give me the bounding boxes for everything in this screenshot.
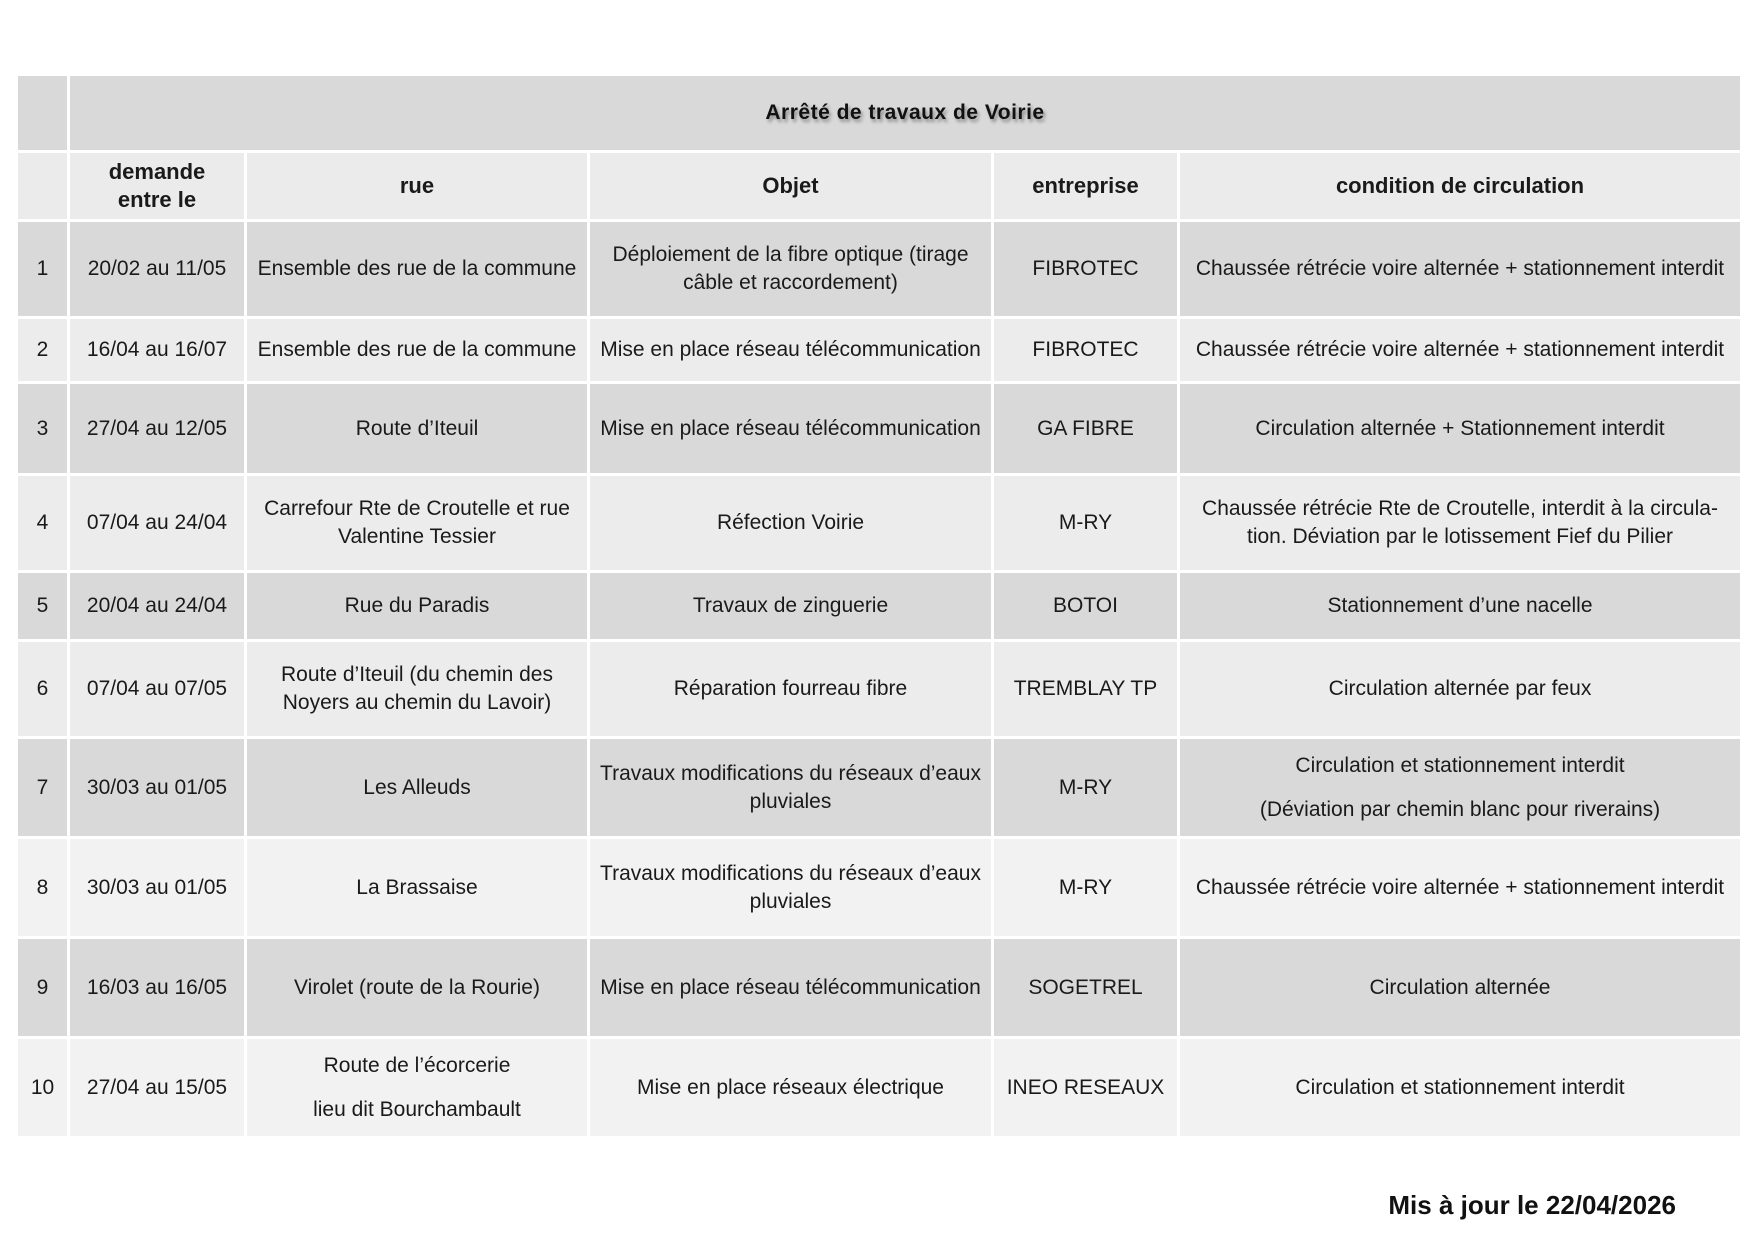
cell-objet-line: pluviales <box>749 789 832 813</box>
cell-entreprise: BOTOI <box>994 573 1177 639</box>
cell-rue <box>247 222 587 316</box>
table-row <box>18 1039 1740 1136</box>
table-row <box>18 839 1740 936</box>
cell-entreprise: FIBROTEC <box>994 222 1177 316</box>
cell-condition-line: tion. Déviation par le lotissement Fief du Pilier <box>1246 525 1674 548</box>
header-date <box>70 153 244 219</box>
cell-objet-line: Travaux modifications du réseaux d’eaux <box>600 761 981 785</box>
cell-date: 30/03 au 01/05 <box>70 839 244 936</box>
cell-rue <box>247 319 587 381</box>
cell-objet-line: Déploiement de la fibre optique (tirage <box>612 243 969 266</box>
cell-condition <box>1180 222 1740 316</box>
cell-entreprise: GA FIBRE <box>994 384 1177 473</box>
cell-objet <box>590 384 991 473</box>
title-corner-cell <box>18 76 67 150</box>
cell-condition <box>1180 839 1740 936</box>
cell-rue-line: Route d’Iteuil <box>355 416 479 440</box>
cell-num: 8 <box>18 839 67 936</box>
cell-date: 16/03 au 16/05 <box>70 939 244 1036</box>
cell-entreprise: FIBROTEC <box>994 319 1177 381</box>
cell-condition <box>1180 642 1740 736</box>
table-row <box>18 739 1740 836</box>
cell-rue-line: Les Alleuds <box>363 775 471 799</box>
cell-num: 7 <box>18 739 67 836</box>
cell-condition-line: (Déviation par chemin blanc pour riverains) <box>1259 797 1661 821</box>
cell-num: 5 <box>18 573 67 639</box>
cell-rue-line: lieu dit Bourchambault <box>313 1097 521 1121</box>
cell-objet <box>590 839 991 936</box>
cell-objet <box>590 1039 991 1136</box>
page-title: Arrêté de travaux de Voirie <box>70 76 1740 150</box>
cell-condition-line: Stationnement d’une nacelle <box>1327 594 1593 617</box>
header-date-line: demande <box>108 159 206 184</box>
cell-objet <box>590 739 991 836</box>
cell-num: 3 <box>18 384 67 473</box>
cell-num: 4 <box>18 476 67 570</box>
cell-rue-line: Noyers au chemin du Lavoir) <box>282 691 552 714</box>
header-rue: rue <box>247 153 587 219</box>
cell-date: 20/02 au 11/05 <box>70 222 244 316</box>
cell-objet <box>590 642 991 736</box>
cell-rue <box>247 384 587 473</box>
cell-rue-line: Ensemble des rue de la commune <box>257 338 577 361</box>
cell-objet-line: pluviales <box>749 889 832 913</box>
cell-rue-line: Valentine Tessier <box>338 525 496 548</box>
cell-date: 07/04 au 07/05 <box>70 642 244 736</box>
cell-entreprise: SOGETREL <box>994 939 1177 1036</box>
cell-date: 07/04 au 24/04 <box>70 476 244 570</box>
cell-condition-line: Chaussée rétrécie Rte de Croutelle, interdit à la circula- <box>1202 497 1718 520</box>
cell-entreprise: M-RY <box>994 839 1177 936</box>
cell-rue-line: La Brassaise <box>356 875 478 899</box>
cell-condition-line: Chaussée rétrécie voire alternée + stationnement interdit <box>1195 875 1725 899</box>
cell-num: 2 <box>18 319 67 381</box>
table-row <box>18 384 1740 473</box>
cell-rue <box>247 1039 587 1136</box>
cell-condition-line: Chaussée rétrécie voire alternée + stationnement interdit <box>1195 338 1725 361</box>
cell-rue-line: Carrefour Rte de Croutelle et rue <box>264 497 570 520</box>
cell-condition <box>1180 739 1740 836</box>
cell-condition <box>1180 384 1740 473</box>
cell-rue <box>247 739 587 836</box>
cell-rue-line: Rue du Paradis <box>344 594 490 617</box>
cell-objet-line: Mise en place réseau télécommunication <box>600 975 981 999</box>
table-row <box>18 222 1740 316</box>
cell-entreprise: TREMBLAY TP <box>994 642 1177 736</box>
cell-condition-line: Chaussée rétrécie voire alternée + stationnement interdit <box>1195 257 1725 280</box>
cell-entreprise: INEO RESEAUX <box>994 1039 1177 1136</box>
cell-num: 10 <box>18 1039 67 1136</box>
cell-date: 27/04 au 15/05 <box>70 1039 244 1136</box>
header-objet: Objet <box>590 153 991 219</box>
table-row <box>18 476 1740 570</box>
cell-condition-line: Circulation alternée par feux <box>1328 677 1592 700</box>
cell-condition-line: Circulation et stationnement interdit <box>1295 753 1625 777</box>
cell-objet-line: câble et raccordement) <box>683 271 898 294</box>
cell-rue <box>247 642 587 736</box>
cell-num: 1 <box>18 222 67 316</box>
header-row <box>18 153 1740 219</box>
cell-objet-line: Réfection Voirie <box>716 511 865 534</box>
cell-rue-line: Route d’Iteuil (du chemin des <box>281 663 553 686</box>
cell-condition-line: Circulation alternée <box>1369 975 1551 999</box>
cell-date: 16/04 au 16/07 <box>70 319 244 381</box>
header-entreprise: entreprise <box>994 153 1177 219</box>
cell-objet-line: Mise en place réseau télécommunication <box>600 416 981 440</box>
cell-rue <box>247 839 587 936</box>
cell-date: 27/04 au 12/05 <box>70 384 244 473</box>
header-num <box>18 153 67 219</box>
cell-num: 6 <box>18 642 67 736</box>
cell-objet-line: Mise en place réseaux électrique <box>636 1075 944 1099</box>
cell-rue <box>247 939 587 1036</box>
table-row <box>18 939 1740 1036</box>
header-date-line: entre le <box>117 187 197 212</box>
header-condition: condition de circulation <box>1180 153 1740 219</box>
cell-objet <box>590 476 991 570</box>
cell-date: 30/03 au 01/05 <box>70 739 244 836</box>
cell-condition <box>1180 939 1740 1036</box>
table-row <box>18 642 1740 736</box>
cell-condition <box>1180 1039 1740 1136</box>
table-row <box>18 573 1740 639</box>
cell-objet-line: Travaux modifications du réseaux d’eaux <box>600 861 981 885</box>
cell-objet <box>590 939 991 1036</box>
title-row <box>18 76 1740 150</box>
cell-entreprise: M-RY <box>994 476 1177 570</box>
cell-date: 20/04 au 24/04 <box>70 573 244 639</box>
updated-date: Mis à jour le 22/04/2026 <box>1388 1190 1676 1220</box>
cell-objet-line: Travaux de zinguerie <box>692 594 889 617</box>
cell-rue <box>247 476 587 570</box>
cell-entreprise: M-RY <box>994 739 1177 836</box>
cell-condition <box>1180 573 1740 639</box>
cell-num: 9 <box>18 939 67 1036</box>
cell-condition-line: Circulation alternée + Stationnement interdit <box>1255 416 1665 440</box>
works-table <box>15 73 1743 1139</box>
cell-rue-line: Ensemble des rue de la commune <box>257 257 577 280</box>
cell-rue-line: Route de l’écorcerie <box>323 1053 511 1077</box>
cell-objet <box>590 222 991 316</box>
table-row <box>18 319 1740 381</box>
cell-objet-line: Réparation fourreau fibre <box>673 677 908 700</box>
cell-condition <box>1180 319 1740 381</box>
cell-condition-line: Circulation et stationnement interdit <box>1295 1075 1625 1099</box>
cell-condition <box>1180 476 1740 570</box>
cell-objet <box>590 573 991 639</box>
cell-objet <box>590 319 991 381</box>
cell-rue-line: Virolet (route de la Rourie) <box>294 975 540 999</box>
cell-rue <box>247 573 587 639</box>
cell-objet-line: Mise en place réseau télécommunication <box>600 338 981 361</box>
